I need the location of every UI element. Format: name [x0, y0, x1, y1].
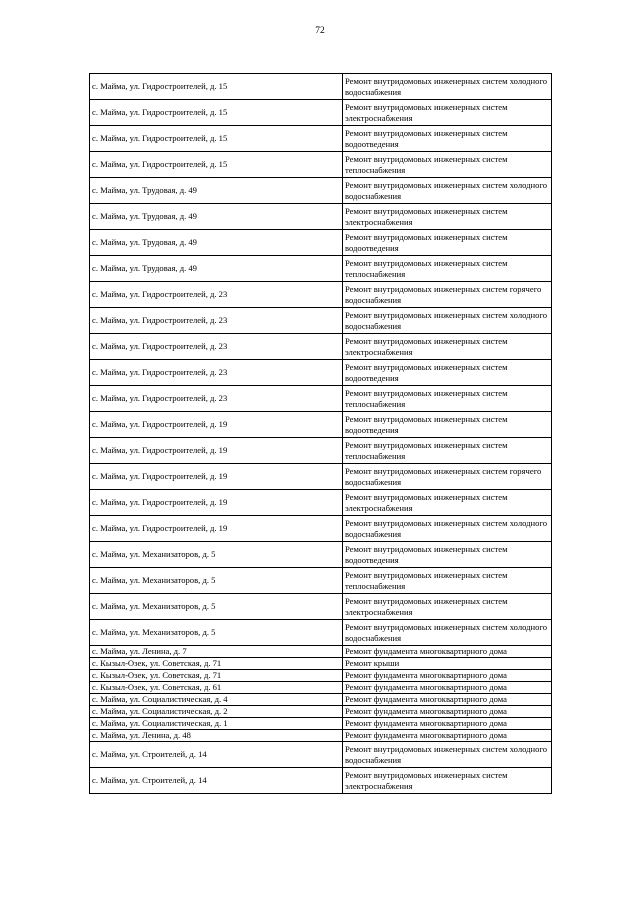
table-row [90, 490, 552, 516]
table-row [90, 126, 552, 152]
work-type-cell: Ремонт внутридомовых инженерных систем теплоснабжения [343, 386, 552, 412]
address-cell: с. Майма, ул. Строителей, д. 14 [90, 768, 343, 794]
address-cell: с. Майма, ул. Гидростроителей, д. 15 [90, 126, 343, 152]
table-row [90, 308, 552, 334]
work-type-cell: Ремонт внутридомовых инженерных систем теплоснабжения [343, 568, 552, 594]
work-type-cell: Ремонт внутридомовых инженерных систем электроснабжения [343, 768, 552, 794]
work-type-cell: Ремонт внутридомовых инженерных систем водоотведения [343, 230, 552, 256]
table-row [90, 334, 552, 360]
work-type-cell: Ремонт фундамента многоквартирного дома [343, 682, 552, 694]
work-type-cell: Ремонт внутридомовых инженерных систем теплоснабжения [343, 152, 552, 178]
work-type-cell: Ремонт внутридомовых инженерных систем электроснабжения [343, 100, 552, 126]
work-type-cell: Ремонт внутридомовых инженерных систем электроснабжения [343, 204, 552, 230]
table-row [90, 386, 552, 412]
work-type-cell: Ремонт внутридомовых инженерных систем водоотведения [343, 542, 552, 568]
table-row [90, 594, 552, 620]
table-row [90, 646, 552, 658]
address-cell: с. Майма, ул. Механизаторов, д. 5 [90, 594, 343, 620]
address-cell: с. Майма, ул. Трудовая, д. 49 [90, 230, 343, 256]
work-type-cell: Ремонт внутридомовых инженерных систем электроснабжения [343, 334, 552, 360]
address-cell: с. Майма, ул. Гидростроителей, д. 19 [90, 412, 343, 438]
table-row [90, 694, 552, 706]
table-row [90, 568, 552, 594]
work-type-cell: Ремонт фундамента многоквартирного дома [343, 730, 552, 742]
address-cell: с. Майма, ул. Гидростроителей, д. 23 [90, 386, 343, 412]
table-row [90, 742, 552, 768]
work-type-cell: Ремонт внутридомовых инженерных систем холодного водоснабжения [343, 308, 552, 334]
table-row [90, 256, 552, 282]
table-row [90, 718, 552, 730]
table-row [90, 74, 552, 100]
address-cell: с. Кызыл-Озек, ул. Советская, д. 61 [90, 682, 343, 694]
address-cell: с. Майма, ул. Гидростроителей, д. 15 [90, 152, 343, 178]
address-cell: с. Майма, ул. Гидростроителей, д. 19 [90, 438, 343, 464]
address-cell: с. Майма, ул. Строителей, д. 14 [90, 742, 343, 768]
work-type-cell: Ремонт внутридомовых инженерных систем электроснабжения [343, 490, 552, 516]
work-type-cell: Ремонт внутридомовых инженерных систем водоотведения [343, 126, 552, 152]
work-type-cell: Ремонт внутридомовых инженерных систем электроснабжения [343, 594, 552, 620]
table-row [90, 204, 552, 230]
page-number: 72 [315, 26, 325, 36]
address-cell: с. Майма, ул. Гидростроителей, д. 23 [90, 282, 343, 308]
table-row [90, 412, 552, 438]
work-type-cell: Ремонт фундамента многоквартирного дома [343, 670, 552, 682]
address-cell: с. Майма, ул. Социалистическая, д. 4 [90, 694, 343, 706]
address-cell: с. Майма, ул. Трудовая, д. 49 [90, 256, 343, 282]
address-cell: с. Майма, ул. Ленина, д. 48 [90, 730, 343, 742]
table-row [90, 100, 552, 126]
address-cell: с. Майма, ул. Механизаторов, д. 5 [90, 542, 343, 568]
address-cell: с. Майма, ул. Гидростроителей, д. 15 [90, 100, 343, 126]
table-row [90, 438, 552, 464]
work-type-cell: Ремонт внутридомовых инженерных систем холодного водоснабжения [343, 74, 552, 100]
work-type-cell: Ремонт внутридомовых инженерных систем холодного водоснабжения [343, 742, 552, 768]
work-type-cell: Ремонт крыши [343, 658, 552, 670]
work-type-cell: Ремонт внутридомовых инженерных систем водоотведения [343, 360, 552, 386]
table-row [90, 730, 552, 742]
table-row [90, 542, 552, 568]
work-type-cell: Ремонт внутридомовых инженерных систем теплоснабжения [343, 256, 552, 282]
table-row [90, 178, 552, 204]
table-body [90, 74, 552, 794]
address-cell: с. Майма, ул. Гидростроителей, д. 23 [90, 360, 343, 386]
address-cell: с. Майма, ул. Гидростроителей, д. 15 [90, 74, 343, 100]
table-row [90, 360, 552, 386]
work-type-cell: Ремонт внутридомовых инженерных систем холодного водоснабжения [343, 178, 552, 204]
address-cell: с. Майма, ул. Трудовая, д. 49 [90, 204, 343, 230]
work-type-cell: Ремонт внутридомовых инженерных систем холодного водоснабжения [343, 620, 552, 646]
table-row [90, 282, 552, 308]
address-cell: с. Майма, ул. Социалистическая, д. 2 [90, 706, 343, 718]
address-cell: с. Майма, ул. Механизаторов, д. 5 [90, 620, 343, 646]
address-cell: с. Майма, ул. Гидростроителей, д. 23 [90, 308, 343, 334]
table-row [90, 670, 552, 682]
table-row [90, 464, 552, 490]
work-type-cell: Ремонт фундамента многоквартирного дома [343, 706, 552, 718]
work-type-cell: Ремонт фундамента многоквартирного дома [343, 718, 552, 730]
address-cell: с. Майма, ул. Гидростроителей, д. 19 [90, 490, 343, 516]
work-type-cell: Ремонт внутридомовых инженерных систем холодного водоснабжения [343, 516, 552, 542]
work-type-cell: Ремонт фундамента многоквартирного дома [343, 694, 552, 706]
table-row [90, 706, 552, 718]
work-type-cell: Ремонт внутридомовых инженерных систем горячего водоснабжения [343, 464, 552, 490]
repair-works-table [89, 73, 552, 794]
table-row [90, 620, 552, 646]
table-row [90, 516, 552, 542]
address-cell: с. Майма, ул. Механизаторов, д. 5 [90, 568, 343, 594]
work-type-cell: Ремонт фундамента многоквартирного дома [343, 646, 552, 658]
table-row [90, 152, 552, 178]
work-type-cell: Ремонт внутридомовых инженерных систем теплоснабжения [343, 438, 552, 464]
address-cell: с. Майма, ул. Трудовая, д. 49 [90, 178, 343, 204]
table-row [90, 230, 552, 256]
address-cell: с. Майма, ул. Гидростроителей, д. 23 [90, 334, 343, 360]
address-cell: с. Кызыл-Озек, ул. Советская, д. 71 [90, 658, 343, 670]
address-cell: с. Майма, ул. Ленина, д. 7 [90, 646, 343, 658]
table-row [90, 658, 552, 670]
address-cell: с. Кызыл-Озек, ул. Советская, д. 71 [90, 670, 343, 682]
address-cell: с. Майма, ул. Социалистическая, д. 1 [90, 718, 343, 730]
work-type-cell: Ремонт внутридомовых инженерных систем горячего водоснабжения [343, 282, 552, 308]
address-cell: с. Майма, ул. Гидростроителей, д. 19 [90, 464, 343, 490]
table-row [90, 682, 552, 694]
address-cell: с. Майма, ул. Гидростроителей, д. 19 [90, 516, 343, 542]
work-type-cell: Ремонт внутридомовых инженерных систем водоотведения [343, 412, 552, 438]
table-row [90, 768, 552, 794]
